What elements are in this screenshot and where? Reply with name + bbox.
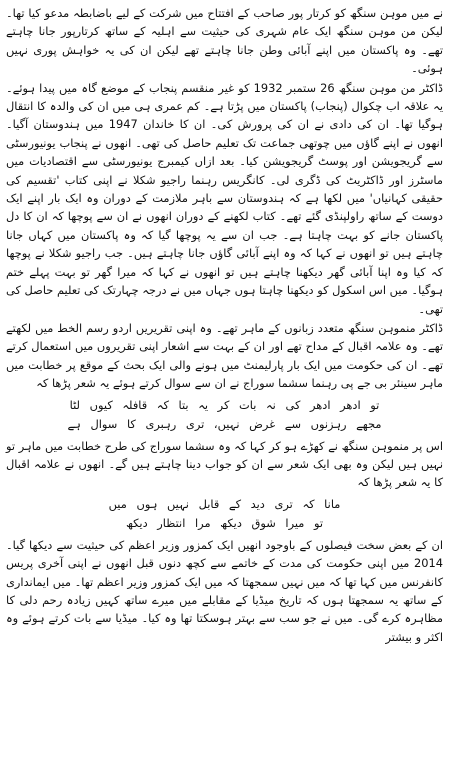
article-paragraph: ان کے بعض سخت فیصلوں کے باوجود انھیں ایک کمزور وزیر اعظم کی حیثیت سے دیکھا گیا۔ 2014 میں اپنی حکومت کی مدت کے خاتمے سے کچھ دنوں قبل انھوں نے اپنی آخری پریس کانفرنس میں کہا تھا کہ میں نہیں سمجھتا کہ میں ایک کمزور وزیر اعظم تھا۔ میں ایمانداری کے ساتھ یہ سمجھتا ہوں کہ تاریخ میڈیا کے مقابلے میں میرے ساتھ کہیں زیادہ رحم دلی کا مظاہرہ کرے گی۔ میں نے جو سب سے بہتر ہوسکتا تھا وہ کیا۔ میڈیا سے بات کرتے ہوئے وہ اکثر و بیشتر xyxy=(6,537,443,644)
verse-line: مانا کہ تری دید کے قابل نہیں ہوں میں xyxy=(108,496,341,511)
article-paragraph: ڈاکٹر منموہن سنگھ متعدد زبانوں کے ماہر تھے۔ وہ اپنی تقریریں اردو رسم الخط میں لکھتے تھے۔ وہ علامہ اقبال کے مداح تھے اور ان کے بہت سے اشعار اپنی تقریروں میں استعمال کرتے تھے۔ ان کی حکومت میں ایک بار پارلیمنٹ میں ہونے والی ایک بحث کے موقع پر خطابت میں ماہر سینئر بی جے پی رہنما سشما سوراج نے ان سے سوال کرتے ہوئے یہ شعر پڑھا کہ xyxy=(6,320,443,391)
article-paragraph: ڈاکٹر من موہن سنگھ 26 ستمبر 1932 کو غیر منقسم پنجاب کے موضع گاہ میں پیدا ہوئے۔ یہ علاقہ اب چکوال (پنجاب) پاکستان میں پڑتا ہے۔ کم عمری ہی میں ان کی والدہ کا انتقال ہوگیا تھا۔ ان کی دادی نے ان کی پرورش کی۔ ان کا خاندان 1947 میں ہندوستان آگیا۔ انھوں نے اپنے گاؤں میں چوتھی جماعت تک تعلیم حاصل کی تھی۔ انھوں نے پنجاب یونیورسٹی سے گریجویشن اور پوسٹ گریجویشن کیا۔ بعد ازاں کیمبرج یونیورسٹی سے اقتصادیات میں ماسٹرز اور ڈاکٹریٹ کی ڈگری لی۔ کانگریس رہنما راجیو شکلا نے اپنی کتاب 'تقسیم کی حقیقی کہانیاں' میں لکھا ہے کہ ہندوستان سے باہر ملازمت کے دوران وہ ایک بار اپنے ایک دوست کے ساتھ راولپنڈی گئے تھے۔ کتاب لکھنے کے دوران انھوں نے ان سے پوچھا کہ ان کا دل پاکستان جانے کو بہت چاہتا ہے۔ جب ان سے یہ پوچھا گیا کہ وہ پاکستان میں کہاں جانا چاہتے ہیں تو انھوں نے کہا کہ وہ اپنے آبائی گاؤں جانا چاہتے ہیں۔ جب راجیو شکلا نے پوچھا کہ کیا وہ اپنا آبائی گھر دیکھنا چاہتے ہیں تو انھوں نے کہا کہ میرا گھر تو بہت پہلے ختم ہوگیا۔ میں اس اسکول کو دیکھنا چاہتا ہوں جہاں میں نے درجہ چہارتک کی تعلیم حاصل کی تھی۔ xyxy=(6,80,444,316)
verse-line: تو ادھر ادھر کی نہ بات کر یہ بتا کہ قافلہ کیوں لٹا xyxy=(69,397,380,412)
verse-line: مجھے رہزنوں سے غرض نہیں، تری رہبری کا سوال ہے xyxy=(67,416,382,431)
article-paragraph: نے میں موہن سنگھ کو کرتار پور صاحب کے افتتاح میں شرکت کے لیے باضابطہ مدعو کیا تھا۔ لیکن من موہن سنگھ ایک عام شہری کی حیثیت سے اہلیہ کے ساتھ کرتارپور جانا چاہتے تھے۔ وہ پاکستان میں اپنے آبائی وطن جانا چاہتے تھے لیکن ان کی یہ خواہش پوری نہیں ہوئی۔ xyxy=(6,6,443,76)
poetry-couplet xyxy=(6,495,443,533)
poetry-couplet xyxy=(6,396,443,434)
verse-line: تو میرا شوق دیکھ مرا انتظار دیکھ xyxy=(125,515,324,530)
article-paragraph: اس پر منموہن سنگھ نے کھڑے ہو کر کہا کہ وہ سشما سوراج کی طرح خطابت میں ماہر تو نہیں ہیں لیکن وہ بھی ایک شعر سے ان کو جواب دینا چاہتے ہیں گے۔ انھوں نے علامہ اقبال کا یہ شعر پڑھا کہ xyxy=(6,438,443,490)
